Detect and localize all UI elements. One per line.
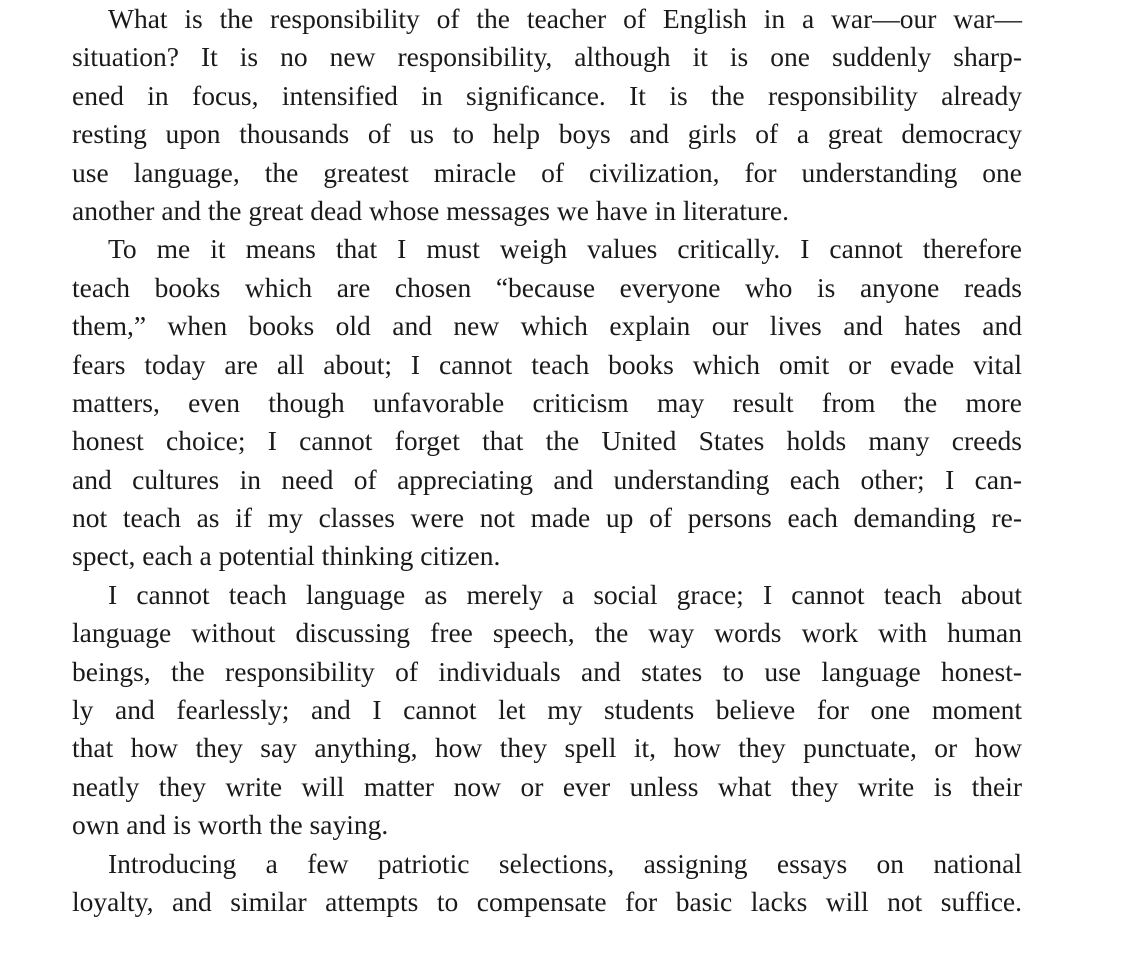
text-line: that how they say anything, how they spell it, how they punctuate, or how	[72, 732, 1022, 764]
paragraph-4	[72, 845, 1022, 922]
text-line: another and the great dead whose messages we have in literature.	[72, 194, 790, 226]
text-line: To me it means that I must weigh values critically. I cannot therefore	[108, 233, 1022, 265]
text-line: resting upon thousands of us to help boys and girls of a great democracy	[72, 118, 1022, 150]
text-line: spect, each a potential thinking citizen.	[72, 540, 501, 572]
text-line: fears today are all about; I cannot teach books which omit or evade vital	[72, 348, 1022, 380]
text-line: Introducing a few patriotic selections, assigning essays on national	[108, 847, 1022, 879]
text-line: not teach as if my classes were not made up of persons each demanding re-	[72, 502, 1022, 534]
text-line: I cannot teach language as merely a social grace; I cannot teach about	[108, 578, 1022, 610]
text-line: use language, the greatest miracle of civilization, for understanding one	[72, 156, 1022, 188]
text-line: matters, even though unfavorable criticism may result from the more	[72, 386, 1022, 418]
paragraph-2	[72, 230, 1022, 576]
paragraph-1	[72, 0, 1022, 230]
text-line: situation? It is no new responsibility, although it is one suddenly sharp-	[72, 41, 1022, 73]
text-line: What is the responsibility of the teacher of English in a war—our war—	[108, 3, 1022, 34]
text-line: neatly they write will matter now or ever unless what they write is their	[72, 770, 1022, 802]
text-line: language without discussing free speech, the way words work with human	[72, 617, 1022, 649]
document-page	[72, 0, 1022, 921]
text-line: teach books which are chosen “because everyone who is anyone reads	[72, 271, 1022, 303]
text-line: ly and fearlessly; and I cannot let my students believe for one moment	[72, 694, 1022, 726]
text-line: and cultures in need of appreciating and understanding each other; I can-	[72, 463, 1022, 495]
text-line: them,” when books old and new which explain our lives and hates and	[72, 310, 1022, 342]
text-line: loyalty, and similar attempts to compensate for basic lacks will not suffice.	[72, 885, 1022, 917]
text-line: ened in focus, intensified in significance. It is the responsibility already	[72, 79, 1022, 111]
paragraph-3	[72, 576, 1022, 845]
text-line: honest choice; I cannot forget that the United States holds many creeds	[72, 425, 1022, 457]
text-line: beings, the responsibility of individuals and states to use language honest-	[72, 655, 1022, 687]
text-line: own and is worth the saying.	[72, 809, 389, 841]
